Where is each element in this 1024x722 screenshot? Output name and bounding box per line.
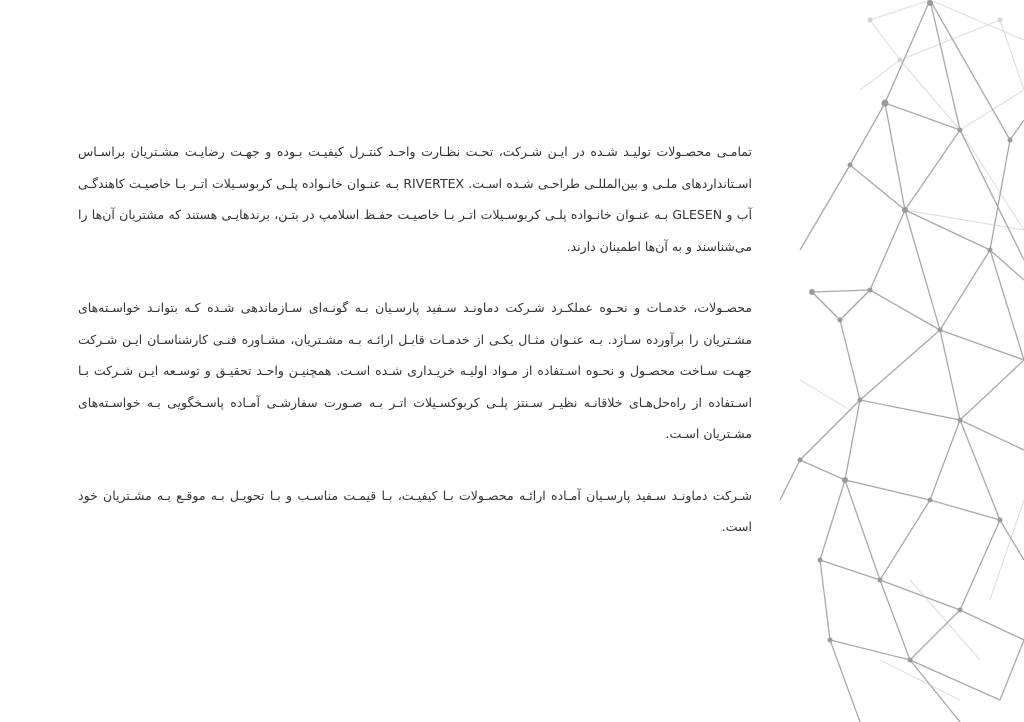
body-text [78, 136, 752, 573]
network-pattern-decoration [760, 0, 1024, 722]
paragraph-commitment: شـرکت دماونـد سـفید پارسـیان آمـاده ارائـه محصـولات بـا کیفیـت، بـا قیمـت مناسـب و بـا تحویـل بـه موقـع بـه مشـتریان خود است. [78, 487, 752, 534]
paragraph-quality: تمامـی محصـولات تولیـد شـده در ایـن شـرکت، تحـت نظـارت واحـد کنتـرل کیفیـت بـوده و جهـت رضایـت مشـتریان براسـاس اسـتانداردهای ملـی و بین‌المللـی طراحـی شـده اسـت. RIVERTEX بـه عنـوان خانـواده پلـی کربوسـیلات اتـر بـا خاصیـت کاهندگـی آب و GLESEN بـه عنـوان خانـواده پلـی کربوسـیلات اتـر بـا خاصیـت حفـظ اسلامپ در بتـن، برندهایـی هستند که مشتریان آن‌ها را می‌شناسند و به آن‌ها اطمینان دارند. [78, 144, 752, 254]
network-lines [780, 0, 1024, 722]
paragraph-services: محصـولات، خدمـات و نحـوه عملکـرد شـرکت دماونـد سـفید پارسـیان بـه گونـه‌ای سـازماندهی شـده کـه بتوانـد خواسـته‌های مشـتریان را برآورده سـازد. بـه عنـوان مثـال یکـی از خدمـات قابـل ارائـه بـه مشـتریان، مشـاوره فنـی کارشناسـان ایـن شـرکت جهـت سـاخت محصـول و نحـوه اسـتفاده از مـواد اولیـه خریـداری شـده اسـت. همچنیـن واحـد تحقیـق و توسـعه ایـن شـرکت بـا اسـتفاده از راه‌حل‌هـای خلاقانـه نظیـر سـنتز پلـی کربوکسـیلات اتـر بـه صـورت سفارشـی آمـاده پاسـخگویی بـه خواسـته‌های مشـتریان اسـت. [78, 300, 752, 441]
